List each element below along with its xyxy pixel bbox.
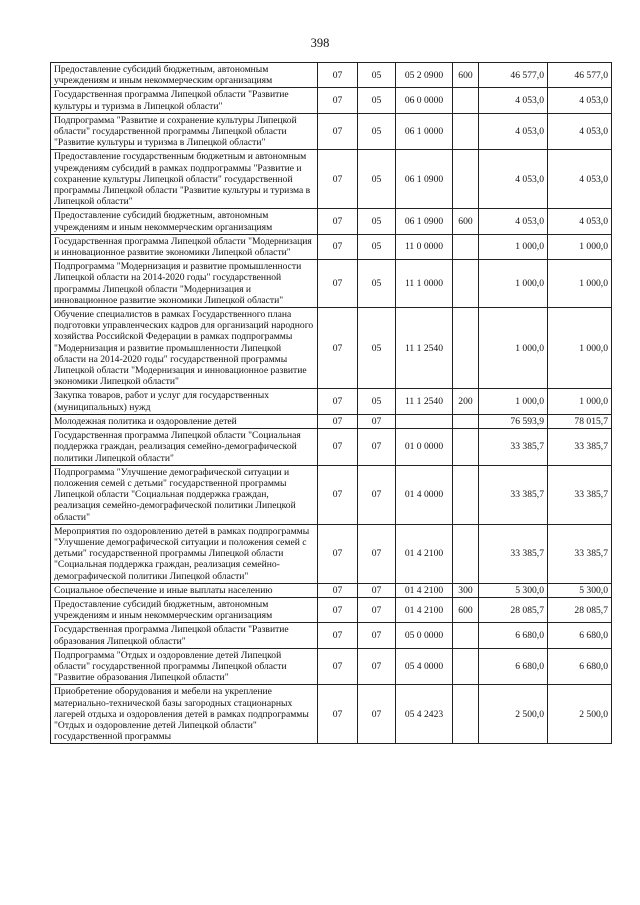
cell-sum-first: 1 000,0 [479, 308, 548, 389]
table-row [51, 623, 612, 648]
cell-section: 07 [318, 648, 358, 685]
cell-subsection: 07 [358, 414, 396, 428]
cell-section: 07 [318, 63, 358, 88]
cell-expense-type [453, 308, 479, 389]
cell-name: Приобретение оборудования и мебели на укрепление материально-технической базы загородных стационарных лагерей отдыха и оздоровления детей в рамках подпрограммы "Отдых и оздоровление детей Липецкой области" государственной программы [51, 685, 318, 744]
cell-expense-type [453, 465, 479, 524]
cell-sum-second: 46 577,0 [548, 63, 612, 88]
cell-name: Молодежная политика и оздоровление детей [51, 414, 318, 428]
cell-name: Подпрограмма "Отдых и оздоровление детей Липецкой области" государственной программы Липецкой области "Развитие образования Липецкой области" [51, 648, 318, 685]
cell-section: 07 [318, 465, 358, 524]
cell-name: Обучение специалистов в рамках Государственного плана подготовки управленческих кадров для организаций народного хозяйства Российской Федерации в рамках подпрограммы "Модернизация и развитие промышленности Липецкой области на 2014-2020 годы" государственной программы Липецкой области "Модернизация и инновационное развитие экономики Липецкой области" [51, 308, 318, 389]
cell-sum-first: 1 000,0 [479, 389, 548, 414]
cell-sum-first: 33 385,7 [479, 524, 548, 583]
cell-sum-second: 6 680,0 [548, 623, 612, 648]
cell-target-article: 11 0 0000 [396, 234, 453, 259]
cell-sum-first: 33 385,7 [479, 465, 548, 524]
cell-expense-type [453, 685, 479, 744]
cell-sum-first: 4 053,0 [479, 209, 548, 234]
cell-sum-second: 1 000,0 [548, 234, 612, 259]
cell-expense-type: 600 [453, 63, 479, 88]
cell-target-article: 11 1 2540 [396, 308, 453, 389]
cell-section: 07 [318, 623, 358, 648]
cell-name: Социальное обеспечение и иные выплаты населению [51, 583, 318, 597]
cell-expense-type [453, 429, 479, 466]
cell-subsection: 05 [358, 308, 396, 389]
table-row [51, 583, 612, 597]
cell-expense-type: 600 [453, 209, 479, 234]
cell-expense-type [453, 88, 479, 113]
cell-section: 07 [318, 234, 358, 259]
cell-name: Предоставление субсидий бюджетным, автономным учреждениям и иным некоммерческим организациям [51, 597, 318, 622]
cell-expense-type [453, 648, 479, 685]
cell-sum-first: 1 000,0 [479, 234, 548, 259]
cell-expense-type [453, 260, 479, 308]
cell-name: Государственная программа Липецкой области "Социальная поддержка граждан, реализация семейно-демографической политики Липецкой области" [51, 429, 318, 466]
cell-sum-second: 33 385,7 [548, 524, 612, 583]
cell-target-article: 11 1 2540 [396, 389, 453, 414]
cell-target-article: 05 4 0000 [396, 648, 453, 685]
cell-name: Государственная программа Липецкой области "Развитие образования Липецкой области" [51, 623, 318, 648]
cell-target-article [396, 414, 453, 428]
cell-name: Подпрограмма "Модернизация и развитие промышленности Липецкой области на 2014-2020 годы" государственной программы Липецкой области "Модернизация и инновационное развитие экономики Липецкой области" [51, 260, 318, 308]
cell-subsection: 05 [358, 389, 396, 414]
cell-name: Подпрограмма "Развитие и сохранение культуры Липецкой области" государственной программы Липецкой области "Развитие культуры и туризма в Липецкой области" [51, 113, 318, 150]
cell-expense-type [453, 150, 479, 209]
cell-sum-second: 1 000,0 [548, 308, 612, 389]
cell-sum-second: 33 385,7 [548, 429, 612, 466]
table-row [51, 260, 612, 308]
cell-sum-first: 46 577,0 [479, 63, 548, 88]
cell-subsection: 07 [358, 465, 396, 524]
table-row [51, 429, 612, 466]
cell-sum-second: 2 500,0 [548, 685, 612, 744]
cell-target-article: 05 2 0900 [396, 63, 453, 88]
cell-name: Предоставление субсидий бюджетным, автономным учреждениям и иным некоммерческим организациям [51, 63, 318, 88]
cell-subsection: 07 [358, 648, 396, 685]
cell-section: 07 [318, 150, 358, 209]
cell-subsection: 07 [358, 623, 396, 648]
cell-sum-second: 6 680,0 [548, 648, 612, 685]
cell-target-article: 01 0 0000 [396, 429, 453, 466]
cell-subsection: 05 [358, 63, 396, 88]
cell-name: Мероприятия по оздоровлению детей в рамках подпрограммы "Улучшение демографической ситуации и положения семей с детьми" государственной программы Липецкой области "Социальная поддержка граждан, реализация семейно-демографической политики Липецкой области" [51, 524, 318, 583]
cell-expense-type [453, 414, 479, 428]
table-row [51, 465, 612, 524]
cell-sum-second: 33 385,7 [548, 465, 612, 524]
cell-expense-type [453, 623, 479, 648]
cell-sum-first: 4 053,0 [479, 88, 548, 113]
cell-section: 07 [318, 597, 358, 622]
cell-section: 07 [318, 685, 358, 744]
table-row [51, 524, 612, 583]
cell-subsection: 07 [358, 583, 396, 597]
table-row [51, 113, 612, 150]
cell-sum-first: 6 680,0 [479, 623, 548, 648]
cell-name: Государственная программа Липецкой области "Модернизация и инновационное развитие экономики Липецкой области" [51, 234, 318, 259]
cell-target-article: 05 0 0000 [396, 623, 453, 648]
cell-section: 07 [318, 260, 358, 308]
cell-target-article: 01 4 2100 [396, 524, 453, 583]
table-row [51, 308, 612, 389]
cell-target-article: 06 1 0000 [396, 113, 453, 150]
cell-target-article: 06 1 0900 [396, 209, 453, 234]
cell-sum-first: 33 385,7 [479, 429, 548, 466]
table-row [51, 63, 612, 88]
cell-target-article: 01 4 0000 [396, 465, 453, 524]
cell-target-article: 06 0 0000 [396, 88, 453, 113]
cell-section: 07 [318, 88, 358, 113]
cell-name: Предоставление государственным бюджетным и автономным учреждениям субсидий в рамках подпрограммы "Развитие и сохранение культуры Липецкой области" государственной программы Липецкой области "Развитие культуры и туризма в Липецкой области" [51, 150, 318, 209]
cell-sum-first: 6 680,0 [479, 648, 548, 685]
cell-sum-first: 28 085,7 [479, 597, 548, 622]
cell-subsection: 07 [358, 524, 396, 583]
cell-sum-second: 1 000,0 [548, 389, 612, 414]
cell-sum-second: 78 015,7 [548, 414, 612, 428]
table-row [51, 648, 612, 685]
cell-target-article: 06 1 0900 [396, 150, 453, 209]
table-row [51, 234, 612, 259]
cell-subsection: 05 [358, 234, 396, 259]
cell-subsection: 07 [358, 597, 396, 622]
cell-sum-first: 4 053,0 [479, 150, 548, 209]
cell-subsection: 05 [358, 113, 396, 150]
cell-expense-type [453, 524, 479, 583]
table-row [51, 88, 612, 113]
cell-target-article: 11 1 0000 [396, 260, 453, 308]
cell-expense-type [453, 234, 479, 259]
cell-subsection: 05 [358, 209, 396, 234]
cell-section: 07 [318, 414, 358, 428]
cell-section: 07 [318, 308, 358, 389]
cell-name: Подпрограмма "Улучшение демографической ситуации и положения семей с детьми" государственной программы Липецкой области "Социальная поддержка граждан, реализация семейно-демографической политики Липецкой области" [51, 465, 318, 524]
cell-target-article: 05 4 2423 [396, 685, 453, 744]
page-number: 398 [310, 36, 330, 50]
cell-name: Закупка товаров, работ и услуг для государственных (муниципальных) нужд [51, 389, 318, 414]
table-row [51, 209, 612, 234]
table-row [51, 150, 612, 209]
table-row [51, 685, 612, 744]
cell-subsection: 05 [358, 88, 396, 113]
cell-sum-first: 5 300,0 [479, 583, 548, 597]
table-row [51, 389, 612, 414]
cell-section: 07 [318, 429, 358, 466]
cell-sum-second: 1 000,0 [548, 260, 612, 308]
cell-section: 07 [318, 113, 358, 150]
cell-expense-type [453, 113, 479, 150]
cell-section: 07 [318, 389, 358, 414]
cell-subsection: 05 [358, 150, 396, 209]
cell-name: Государственная программа Липецкой области "Развитие культуры и туризма в Липецкой области" [51, 88, 318, 113]
table-row [51, 414, 612, 428]
cell-sum-first: 4 053,0 [479, 113, 548, 150]
cell-sum-second: 28 085,7 [548, 597, 612, 622]
cell-subsection: 07 [358, 685, 396, 744]
cell-target-article: 01 4 2100 [396, 583, 453, 597]
cell-sum-second: 4 053,0 [548, 150, 612, 209]
cell-sum-second: 5 300,0 [548, 583, 612, 597]
cell-expense-type: 200 [453, 389, 479, 414]
budget-table [50, 62, 612, 744]
cell-sum-second: 4 053,0 [548, 88, 612, 113]
table-row [51, 597, 612, 622]
cell-section: 07 [318, 209, 358, 234]
table-body [51, 63, 612, 744]
cell-expense-type: 300 [453, 583, 479, 597]
cell-sum-first: 76 593,9 [479, 414, 548, 428]
cell-expense-type: 600 [453, 597, 479, 622]
cell-subsection: 07 [358, 429, 396, 466]
cell-sum-first: 1 000,0 [479, 260, 548, 308]
cell-section: 07 [318, 583, 358, 597]
cell-sum-second: 4 053,0 [548, 209, 612, 234]
cell-name: Предоставление субсидий бюджетным, автономным учреждениям и иным некоммерческим организациям [51, 209, 318, 234]
cell-sum-first: 2 500,0 [479, 685, 548, 744]
cell-target-article: 01 4 2100 [396, 597, 453, 622]
cell-subsection: 05 [358, 260, 396, 308]
cell-sum-second: 4 053,0 [548, 113, 612, 150]
cell-section: 07 [318, 524, 358, 583]
